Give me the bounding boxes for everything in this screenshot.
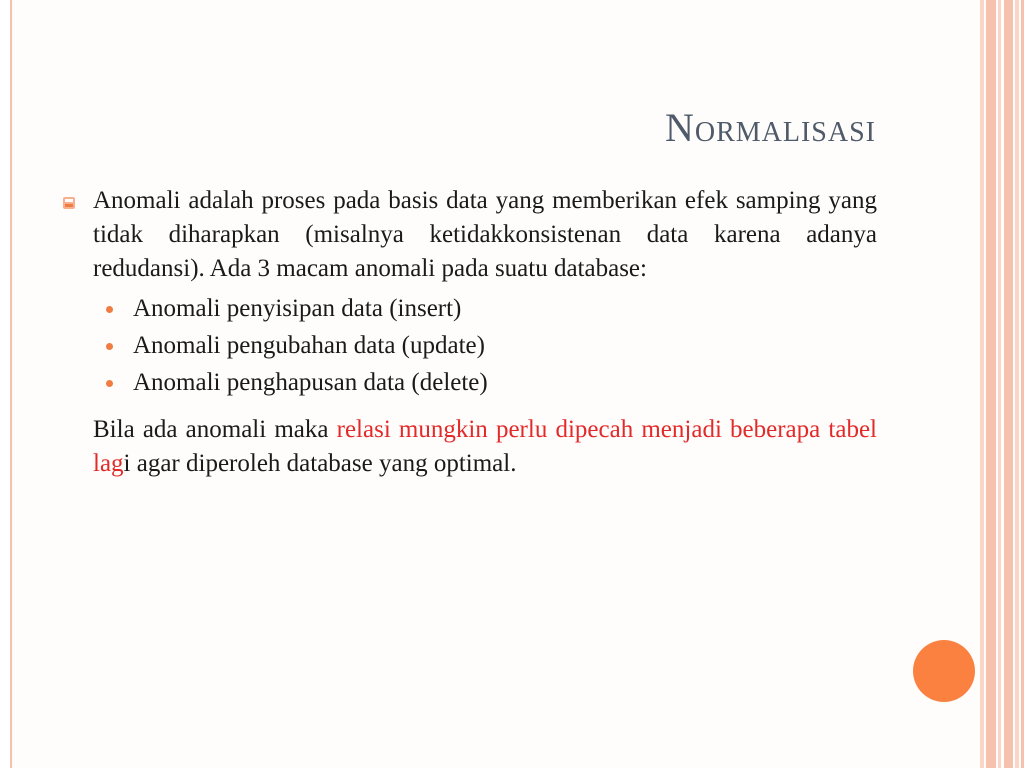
list-item (133, 364, 877, 401)
conclusion-paragraph (93, 413, 877, 481)
right-stripes (980, 0, 1024, 768)
orange-dot-bullet-icon (106, 306, 113, 313)
intro-paragraph: Anomali adalah proses pada basis data yang memberikan efek samping yang tidak diharapkan (misalnya ketidakkonsistenan data karena adanya redudansi). Ada 3 macam anomali pada suatu database: (93, 187, 877, 282)
orange-dot-bullet-icon (106, 380, 113, 387)
orange-square-bullet-icon (62, 196, 76, 210)
list-item-label: Anomali pengubahan data (update) (133, 332, 485, 359)
conclusion-text-before: Bila ada anomali maka (93, 416, 337, 443)
list-item (133, 327, 877, 364)
slide-title: Normalisasi (664, 105, 876, 150)
conclusion-text-after: i agar diperoleh database yang optimal. (123, 450, 517, 477)
orange-circle-icon (913, 640, 975, 702)
orange-dot-bullet-icon (106, 343, 113, 350)
list-item (133, 290, 877, 327)
list-item-label: Anomali penghapusan data (delete) (133, 369, 488, 396)
list-item-label: Anomali penyisipan data (insert) (133, 295, 462, 322)
left-border (0, 0, 12, 768)
slide-content (93, 184, 877, 481)
anomaly-list (93, 290, 877, 401)
conclusion-highlight: relasi mungkin perlu dipecah menjadi beberapa tabel lag (93, 416, 877, 477)
